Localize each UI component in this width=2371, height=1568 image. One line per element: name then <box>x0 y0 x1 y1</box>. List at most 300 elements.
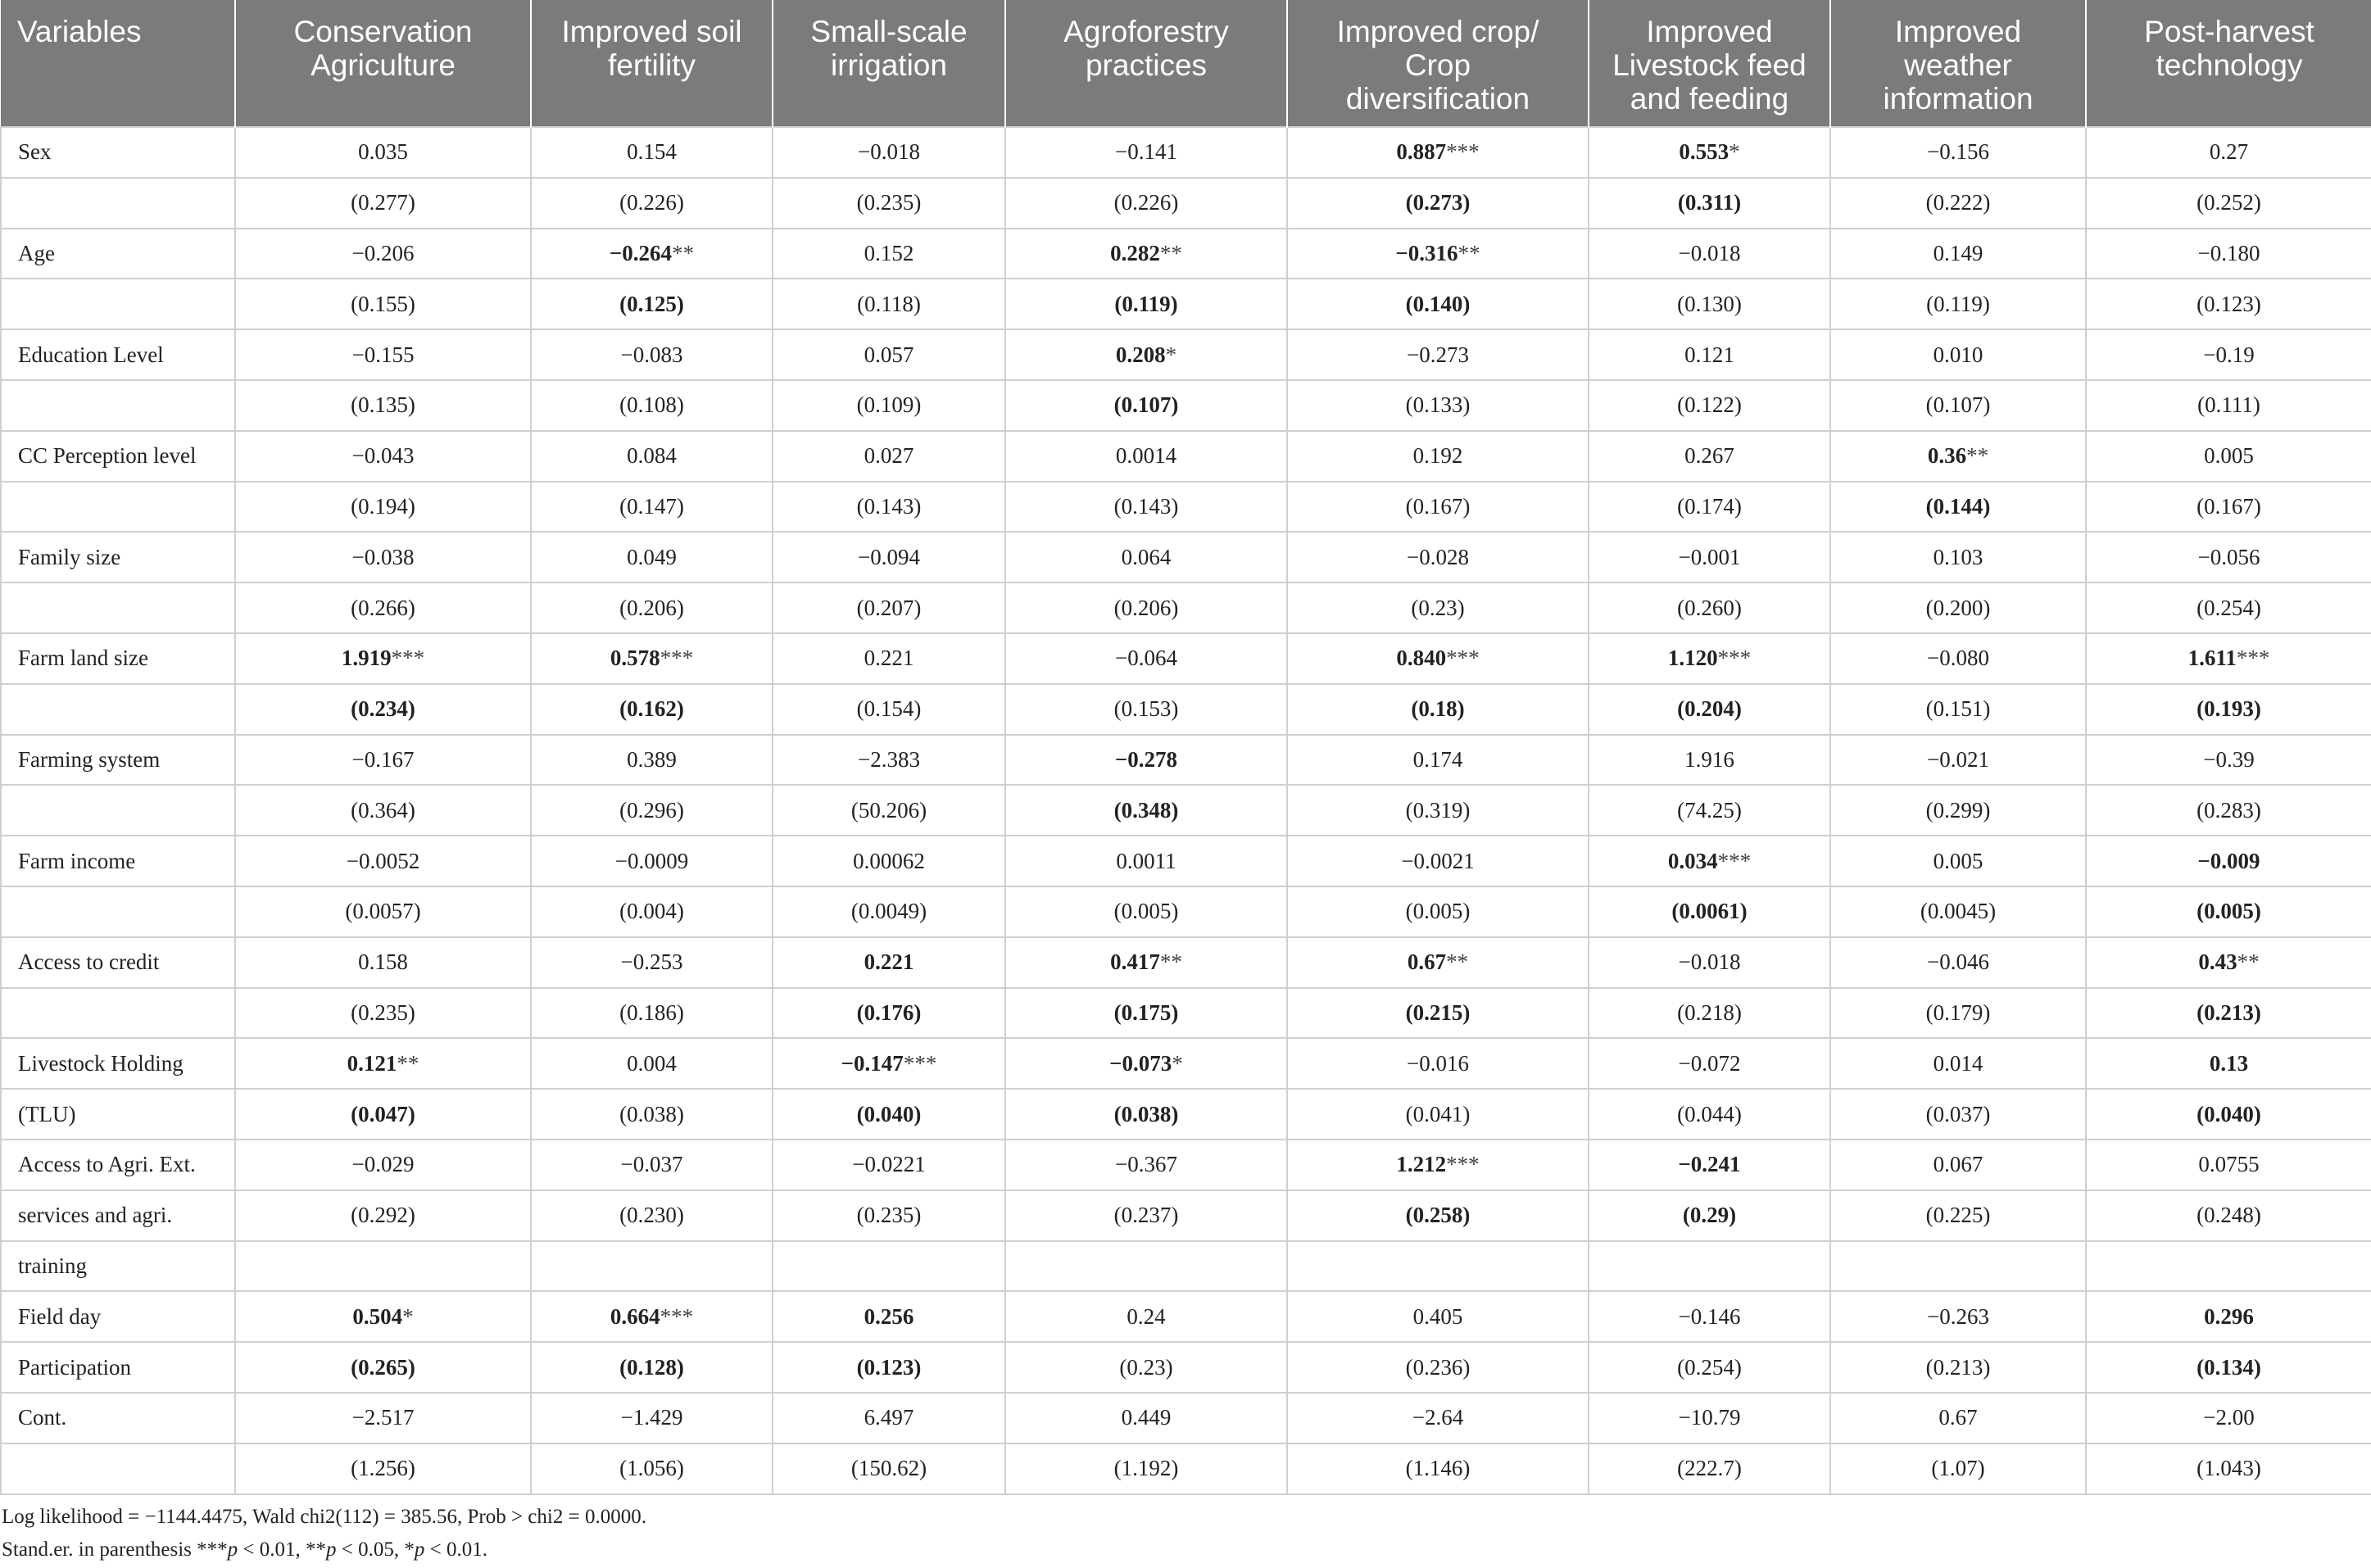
variable-label: Access to Agri. Ext. <box>1 1140 235 1190</box>
table-cell <box>1589 1241 1830 1292</box>
table-cell <box>235 279 531 329</box>
table-cell <box>235 380 531 431</box>
table-cell <box>1589 380 1830 431</box>
cell-value: (0.235) <box>856 1203 922 1228</box>
cell-value: −0.264 <box>609 240 673 265</box>
table-cell <box>773 229 1005 279</box>
table-row <box>1 431 2371 482</box>
table-cell <box>2086 127 2371 178</box>
cell-value: (0.037) <box>1925 1101 1991 1126</box>
cell-value: −0.0221 <box>852 1152 926 1177</box>
cell-value: 0.13 <box>2209 1050 2249 1076</box>
cell-value: 0.553 <box>1679 139 1730 165</box>
table-row <box>1 127 2371 178</box>
cell-value: (0.213) <box>2196 999 2261 1025</box>
table-cell <box>2086 229 2371 279</box>
cell-value: 0.154 <box>627 139 677 165</box>
table-cell <box>1830 1393 2086 1443</box>
cell-value: (0.119) <box>1926 291 1990 316</box>
table-cell <box>2086 482 2371 532</box>
header-variables: Variables <box>1 0 235 127</box>
table-cell <box>531 1089 773 1140</box>
cell-value: (0.266) <box>351 595 415 620</box>
table-cell <box>1005 1089 1287 1140</box>
table-row <box>1 785 2371 836</box>
significance-stars: *** <box>391 646 425 671</box>
table-cell <box>531 1241 773 1292</box>
significance-stars: *** <box>903 1050 937 1076</box>
table-cell <box>2086 988 2371 1039</box>
table-cell <box>1830 431 2086 482</box>
table-cell <box>2086 735 2371 786</box>
table-cell <box>1287 684 1589 735</box>
cell-value: (0.041) <box>1405 1101 1471 1126</box>
table-cell <box>235 988 531 1039</box>
table-cell <box>2086 532 2371 582</box>
table-cell <box>2086 633 2371 684</box>
table-cell <box>235 633 531 684</box>
table-cell <box>1005 229 1287 279</box>
significance-stars: ** <box>397 1050 419 1076</box>
table-cell <box>1830 735 2086 786</box>
table-cell <box>1005 1291 1287 1342</box>
cell-value: −0.083 <box>620 342 683 367</box>
table-cell <box>1287 329 1589 380</box>
cell-value: 0.014 <box>1933 1050 1983 1076</box>
table-cell <box>773 329 1005 380</box>
table-cell <box>1005 1443 1287 1494</box>
table-row <box>1 1190 2371 1241</box>
cell-value: 0.158 <box>358 949 408 975</box>
cell-value: 0.664 <box>610 1303 660 1329</box>
cell-value: (0.123) <box>2196 291 2261 316</box>
cell-value: (0.296) <box>619 797 684 823</box>
table-row <box>1 482 2371 532</box>
table-cell <box>1287 582 1589 633</box>
variable-label <box>1 1443 235 1494</box>
table-cell <box>531 1342 773 1393</box>
significance-note: Stand.er. in parenthesis ***p < 0.01, **p < 0.05, *p < 0.01. <box>2 1539 487 1561</box>
cell-value: 0.010 <box>1933 342 1983 367</box>
cell-value: 0.449 <box>1121 1405 1172 1430</box>
cell-value: 0.504 <box>352 1303 403 1329</box>
table-cell <box>1287 482 1589 532</box>
cell-value: 0.0011 <box>1116 848 1176 873</box>
table-cell <box>1005 988 1287 1039</box>
variable-label: Farm land size <box>1 633 235 684</box>
significance-stars: ** <box>1458 240 1480 265</box>
table-row <box>1 988 2371 1039</box>
cell-value: (0.155) <box>351 291 415 316</box>
cell-value: 0.192 <box>1412 443 1463 469</box>
table-row <box>1 532 2371 582</box>
table-cell <box>773 1038 1005 1089</box>
cell-value: 0.049 <box>627 544 677 569</box>
cell-value: 0.034 <box>1667 848 1718 873</box>
column-header: Improved weather information <box>1830 0 2086 127</box>
table-cell <box>1005 1038 1287 1089</box>
cell-value: (74.25) <box>1677 797 1742 823</box>
table-cell <box>1589 988 1830 1039</box>
cell-value: (1.056) <box>619 1456 684 1481</box>
cell-value: 6.497 <box>864 1405 914 1430</box>
cell-value: −2.517 <box>351 1405 415 1430</box>
cell-value: 0.887 <box>1396 139 1447 165</box>
column-header: Small-scale irrigation <box>773 0 1005 127</box>
column-header: Improved soil fertility <box>531 0 773 127</box>
cell-value: (0.252) <box>2196 190 2261 215</box>
table-cell <box>531 532 773 582</box>
cell-value: 0.121 <box>1684 342 1734 367</box>
table-cell <box>531 127 773 178</box>
table-cell <box>2086 178 2371 229</box>
significance-stars: *** <box>1717 848 1752 873</box>
table-cell <box>235 1393 531 1443</box>
cell-value: (0.167) <box>1405 493 1471 519</box>
table-row <box>1 1038 2371 1089</box>
table-cell <box>1830 988 2086 1039</box>
cell-value: −0.367 <box>1115 1152 1177 1177</box>
cell-value: 0.256 <box>864 1303 914 1329</box>
cell-value: 1.212 <box>1396 1152 1447 1177</box>
table-cell <box>1287 178 1589 229</box>
cell-value: 0.840 <box>1396 646 1447 671</box>
table-cell <box>1830 1089 2086 1140</box>
table-cell <box>235 329 531 380</box>
cell-value: −0.043 <box>351 443 415 469</box>
model-fit-note: Log likelihood = −1144.4475, Wald chi2(112) = 385.56, Prob > chi2 = 0.0000. <box>2 1506 646 1528</box>
column-header: Conservation Agriculture <box>235 0 531 127</box>
cell-value: (0.194) <box>351 493 415 519</box>
table-cell <box>1005 1140 1287 1190</box>
cell-value: (0.364) <box>351 797 415 823</box>
table-row <box>1 836 2371 886</box>
table-cell <box>1005 329 1287 380</box>
table-cell <box>1287 279 1589 329</box>
table-cell <box>1287 1443 1589 1494</box>
table-cell <box>1830 1443 2086 1494</box>
table-cell <box>531 178 773 229</box>
cell-value: −0.029 <box>351 1152 415 1177</box>
cell-value: (0.111) <box>2197 392 2260 418</box>
cell-value: 0.00062 <box>853 848 925 873</box>
table-cell <box>1830 532 2086 582</box>
cell-value: 0.27 <box>2209 139 2249 165</box>
cell-value: (0.133) <box>1405 392 1471 418</box>
table-cell <box>531 229 773 279</box>
cell-value: −0.147 <box>841 1050 904 1076</box>
cell-value: −0.253 <box>620 949 683 975</box>
cell-value: −0.155 <box>351 342 415 367</box>
table-cell <box>531 1038 773 1089</box>
significance-stars: ** <box>672 240 695 265</box>
cell-value: (0.235) <box>351 999 415 1025</box>
cell-value: −0.094 <box>858 544 920 569</box>
table-cell <box>235 229 531 279</box>
cell-value: (0.0049) <box>850 899 927 924</box>
variable-label: Family size <box>1 532 235 582</box>
cell-value: 0.282 <box>1110 240 1160 265</box>
cell-value: (0.226) <box>619 190 684 215</box>
table-cell <box>1005 633 1287 684</box>
table-cell <box>1287 1393 1589 1443</box>
variable-label <box>1 582 235 633</box>
cell-value: 1.611 <box>2187 646 2237 671</box>
cell-value: 0.174 <box>1412 746 1463 772</box>
table-row <box>1 886 2371 937</box>
variable-label: services and agri. <box>1 1190 235 1241</box>
cell-value: −0.146 <box>1678 1303 1741 1329</box>
cell-value: −0.056 <box>2197 544 2260 569</box>
table-cell <box>531 836 773 886</box>
table-cell <box>1005 431 1287 482</box>
cell-value: −0.241 <box>1678 1152 1741 1177</box>
table-cell <box>773 1342 1005 1393</box>
table-cell <box>235 886 531 937</box>
table-cell <box>1830 684 2086 735</box>
table-cell <box>531 1291 773 1342</box>
table-cell <box>773 684 1005 735</box>
cell-value: −0.180 <box>2197 240 2260 265</box>
variable-label: Field day <box>1 1291 235 1342</box>
table-cell <box>1589 482 1830 532</box>
table-cell <box>1589 1443 1830 1494</box>
table-cell <box>773 836 1005 886</box>
table-cell <box>235 127 531 178</box>
table-row <box>1 1342 2371 1393</box>
table-cell <box>1005 380 1287 431</box>
table-cell <box>1589 431 1830 482</box>
table-cell <box>1830 836 2086 886</box>
cell-value: (0.125) <box>619 291 684 316</box>
table-row <box>1 684 2371 735</box>
cell-value: 0.36 <box>1927 443 1967 469</box>
table-cell <box>1005 582 1287 633</box>
table-row <box>1 1140 2371 1190</box>
cell-value: (50.206) <box>850 797 927 823</box>
significance-stars: *** <box>1446 139 1480 165</box>
table-row <box>1 178 2371 229</box>
table-cell <box>1589 178 1830 229</box>
cell-value: (0.18) <box>1411 696 1465 722</box>
table-cell <box>1589 1342 1830 1393</box>
significance-stars: *** <box>1446 646 1480 671</box>
cell-value: (0.206) <box>1113 595 1179 620</box>
table-cell <box>2086 684 2371 735</box>
variable-label: Access to credit <box>1 937 235 988</box>
cell-value: 0.064 <box>1121 544 1172 569</box>
table-cell <box>1830 329 2086 380</box>
table-cell <box>531 329 773 380</box>
variable-label <box>1 886 235 937</box>
cell-value: (0.130) <box>1677 291 1742 316</box>
table-cell <box>1589 785 1830 836</box>
cell-value: (0.135) <box>351 392 415 418</box>
cell-value: (0.265) <box>351 1354 415 1380</box>
cell-value: (0.204) <box>1677 696 1742 722</box>
variable-label: Education Level <box>1 329 235 380</box>
cell-value: −0.19 <box>2203 342 2255 367</box>
table-cell <box>1589 836 1830 886</box>
table-row <box>1 735 2371 786</box>
table-cell <box>1589 1089 1830 1140</box>
table-cell <box>1005 1393 1287 1443</box>
table-cell <box>1830 279 2086 329</box>
cell-value: (0.260) <box>1677 595 1742 620</box>
cell-value: (0.222) <box>1925 190 1991 215</box>
table-cell <box>235 735 531 786</box>
table-cell <box>1287 1342 1589 1393</box>
significance-stars: * <box>1172 1050 1183 1076</box>
cell-value: 0.084 <box>627 443 677 469</box>
cell-value: (0.236) <box>1405 1354 1471 1380</box>
table-cell <box>1005 735 1287 786</box>
variable-label: CC Perception level <box>1 431 235 482</box>
cell-value: (0.230) <box>619 1203 684 1228</box>
cell-value: 0.027 <box>864 443 914 469</box>
cell-value: −0.156 <box>1927 139 1989 165</box>
table-cell <box>2086 937 2371 988</box>
cell-value: (0.0057) <box>345 899 421 924</box>
table-cell <box>531 279 773 329</box>
cell-value: (0.186) <box>619 999 684 1025</box>
table-cell <box>1589 1393 1830 1443</box>
cell-value: (0.319) <box>1405 797 1471 823</box>
cell-value: −0.064 <box>1115 646 1177 671</box>
cell-value: (0.0061) <box>1671 899 1748 924</box>
table-row <box>1 582 2371 633</box>
table-cell <box>1589 684 1830 735</box>
table-cell <box>1287 1089 1589 1140</box>
cell-value: (0.005) <box>1405 899 1471 924</box>
cell-value: −0.016 <box>1407 1050 1469 1076</box>
table-cell <box>1287 1038 1589 1089</box>
cell-value: 0.67 <box>1938 1405 1978 1430</box>
cell-value: −0.273 <box>1407 342 1469 367</box>
cell-value: 0.103 <box>1933 544 1983 569</box>
table-cell <box>1287 937 1589 988</box>
table-cell <box>1589 633 1830 684</box>
table-cell <box>1005 937 1287 988</box>
table-cell <box>773 988 1005 1039</box>
cell-value: (0.044) <box>1677 1101 1742 1126</box>
table-cell <box>1830 178 2086 229</box>
cell-value: 0.005 <box>2204 443 2254 469</box>
cell-value: (0.108) <box>619 392 684 418</box>
cell-value: (0.144) <box>1925 493 1991 519</box>
table-cell <box>1005 684 1287 735</box>
cell-value: −0.141 <box>1115 139 1177 165</box>
cell-value: (0.237) <box>1113 1203 1179 1228</box>
cell-value: (0.207) <box>856 595 922 620</box>
table-cell <box>531 380 773 431</box>
cell-value: −0.073 <box>1109 1050 1172 1076</box>
cell-value: 0.121 <box>347 1050 397 1076</box>
cell-value: (0.109) <box>856 392 922 418</box>
table-cell <box>1589 886 1830 937</box>
table-row <box>1 1393 2371 1443</box>
cell-value: (0.200) <box>1925 595 1991 620</box>
table-cell <box>1830 582 2086 633</box>
table-cell <box>531 1443 773 1494</box>
cell-value: (0.23) <box>1411 595 1465 620</box>
table-cell <box>1287 785 1589 836</box>
cell-value: (0.143) <box>1113 493 1179 519</box>
cell-value: (0.123) <box>856 1354 922 1380</box>
variable-label <box>1 988 235 1039</box>
cell-value: (0.175) <box>1113 999 1179 1025</box>
table-cell <box>1830 633 2086 684</box>
table-cell <box>1005 785 1287 836</box>
cell-value: 0.057 <box>864 342 914 367</box>
cell-value: (0.235) <box>856 190 922 215</box>
table-cell <box>235 684 531 735</box>
significance-stars: *** <box>1446 1152 1480 1177</box>
table-cell <box>1589 735 1830 786</box>
table-cell <box>1830 1342 2086 1393</box>
cell-value: (0.248) <box>2196 1203 2261 1228</box>
table-cell <box>773 937 1005 988</box>
table-cell <box>235 582 531 633</box>
cell-value: (0.176) <box>856 999 922 1025</box>
table-cell <box>1589 329 1830 380</box>
table-cell <box>1005 279 1287 329</box>
variable-label: (TLU) <box>1 1089 235 1140</box>
cell-value: (0.107) <box>1113 392 1179 418</box>
table-row <box>1 633 2371 684</box>
table-cell <box>2086 1190 2371 1241</box>
cell-value: −0.021 <box>1927 746 1989 772</box>
cell-value: 0.405 <box>1412 1303 1463 1329</box>
cell-value: −0.316 <box>1395 240 1458 265</box>
table-cell <box>1589 279 1830 329</box>
cell-value: (0.218) <box>1677 999 1742 1025</box>
cell-value: (0.179) <box>1925 999 1991 1025</box>
cell-value: −0.080 <box>1927 646 1989 671</box>
cell-value: 1.916 <box>1684 746 1734 772</box>
table-row <box>1 1443 2371 1494</box>
cell-value: −0.018 <box>1678 240 1741 265</box>
table-cell <box>531 482 773 532</box>
table-row <box>1 380 2371 431</box>
table-cell <box>2086 1038 2371 1089</box>
table-cell <box>2086 785 2371 836</box>
table-cell <box>531 633 773 684</box>
cell-value: (1.256) <box>351 1456 415 1481</box>
cell-value: 0.389 <box>627 746 677 772</box>
table-cell <box>235 482 531 532</box>
significance-stars: *** <box>2236 646 2270 671</box>
table-cell <box>773 279 1005 329</box>
cell-value: 0.004 <box>627 1050 677 1076</box>
table-cell <box>1830 1241 2086 1292</box>
table-row <box>1 1241 2371 1292</box>
variable-label: Farming system <box>1 735 235 786</box>
table-cell <box>773 482 1005 532</box>
cell-value: (150.62) <box>850 1456 927 1481</box>
cell-value: (1.043) <box>2196 1456 2261 1481</box>
cell-value: 0.208 <box>1115 342 1166 367</box>
table-cell <box>1005 127 1287 178</box>
cell-value: (0.0045) <box>1920 899 1997 924</box>
table-cell <box>235 1291 531 1342</box>
significance-stars: ** <box>1446 949 1469 975</box>
table-cell <box>1005 482 1287 532</box>
table-cell <box>1287 1190 1589 1241</box>
cell-value: −0.037 <box>620 1152 683 1177</box>
cell-value: −0.009 <box>2197 848 2260 873</box>
table-cell <box>1005 178 1287 229</box>
